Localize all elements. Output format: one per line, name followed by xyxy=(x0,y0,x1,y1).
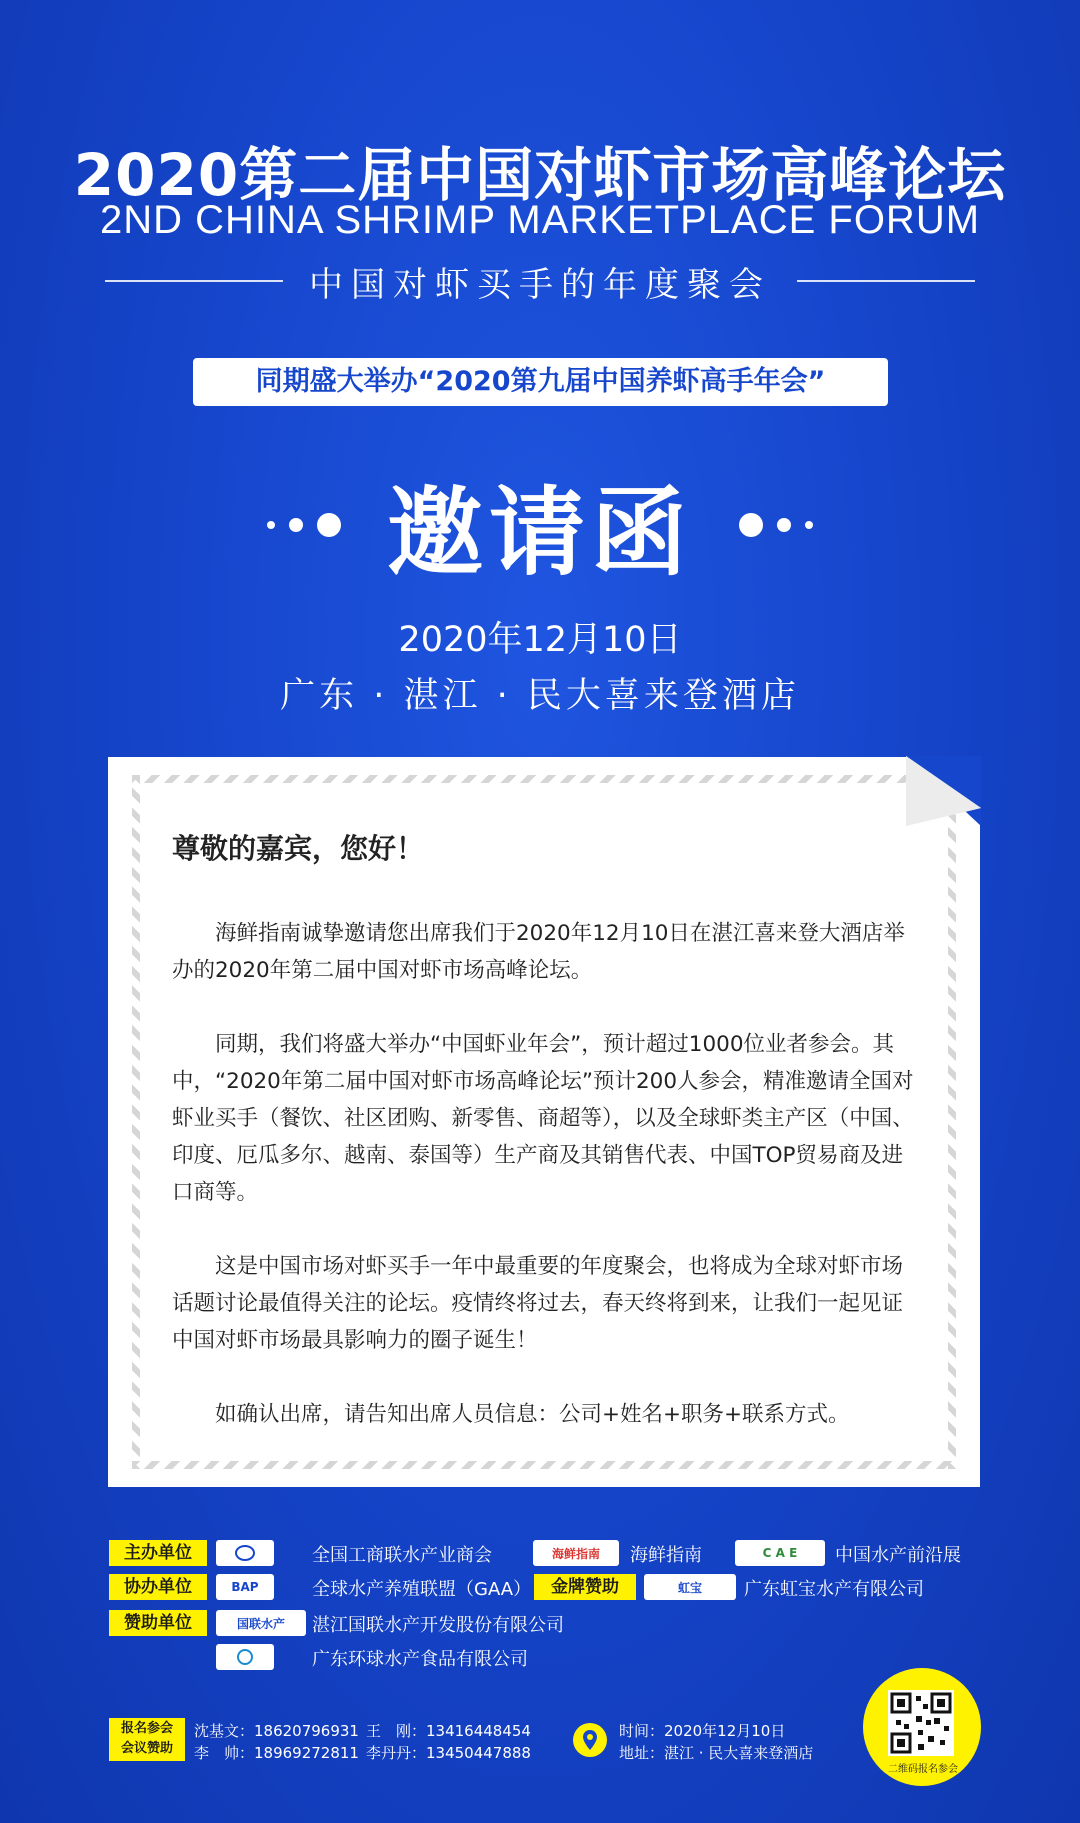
divider-left xyxy=(105,280,283,282)
letter-paragraph: 这是中国市场对虾买手一年中最重要的年度聚会，也将成为全球对虾市场话题讨论最值得关注的论坛。疫情终将过去，春天终将到来，让我们一起见证中国对虾市场最具影响力的圈子诞生！ xyxy=(172,1254,904,1353)
invitation-letter-card xyxy=(108,757,980,1487)
subtitle: 中国对虾买手的年度聚会 xyxy=(309,264,771,305)
location-pin-icon xyxy=(573,1723,607,1757)
decorative-dots-left xyxy=(267,513,341,537)
event-address: 地址：湛江 · 民大喜来登酒店 xyxy=(619,1744,814,1762)
event-date: 2020年12月10日 xyxy=(398,620,682,660)
letter-paragraph: 同期，我们将盛大举办“中国虾业年会”，预计超过1000位业者参会。其中，“2020年第二届中国对虾市场高峰论坛”预计200人参会，精准邀请全国对虾业买手（餐饮、社区团购、新零售、商超等），以及全球虾类主产区（中国、印度、厄瓜多尔、越南、泰国等）生产商及其销售代表、中国TOP贸易商及进口商等。 xyxy=(172,1032,914,1205)
hongbao-logo: 虹宝 xyxy=(644,1574,736,1600)
host-name-3: 中国水产前沿展 xyxy=(835,1545,961,1566)
guolian-logo: 国联水产 xyxy=(216,1610,306,1636)
letter-body xyxy=(172,827,924,1470)
greeting: 尊敬的嘉宾，您好！ xyxy=(172,832,425,865)
bap-logo: BAP xyxy=(216,1574,274,1600)
host-label: 主办单位 xyxy=(109,1540,207,1566)
subtitle-row xyxy=(105,258,975,304)
decorative-dots-right xyxy=(739,513,813,537)
gold-sponsor-name-1: 广东虹宝水产有限公司 xyxy=(744,1579,924,1600)
acfic-logo-icon xyxy=(216,1540,274,1566)
contact-3: 李 帅：18969272811 xyxy=(194,1744,359,1762)
qr-caption: 二维码报名参会 xyxy=(888,1764,958,1775)
sponsorship-label: 会议赞助 xyxy=(120,1741,173,1756)
co-organizer-label: 协办单位 xyxy=(109,1574,207,1600)
invitation-headline: 邀请函 xyxy=(387,476,693,589)
cae-logo: C A E xyxy=(735,1540,825,1566)
letter-paragraph: 如确认出席，请告知出席人员信息：公司+姓名+职务+联系方式。 xyxy=(215,1402,850,1427)
contact-1: 沈基文：18620796931 xyxy=(194,1722,359,1740)
event-venue: 广东 · 湛江 · 民大喜来登酒店 xyxy=(280,676,800,716)
registration-label: 报名参会 xyxy=(120,1721,173,1736)
seafood-guide-logo: 海鲜指南 xyxy=(533,1540,619,1566)
registration-tag xyxy=(109,1718,185,1761)
forum-title-en: 2ND CHINA SHRIMP MARKETPLACE FORUM xyxy=(99,198,981,242)
sponsor-name-2: 广东环球水产食品有限公司 xyxy=(312,1649,528,1670)
letter-paragraph: 海鲜指南诚挚邀请您出席我们于2020年12月10日在湛江喜来登大酒店举办的2020年第二届中国对虾市场高峰论坛。 xyxy=(172,921,905,983)
forum-title-cn: 2020第二届中国对虾市场高峰论坛 xyxy=(73,141,1007,209)
co-organizer-name-1: 全球水产养殖联盟（GAA） xyxy=(312,1579,532,1600)
sponsor-label: 赞助单位 xyxy=(109,1610,207,1636)
huanqiu-logo-icon xyxy=(216,1644,274,1670)
contact-4: 李丹丹：13450447888 xyxy=(366,1744,531,1762)
headline-row xyxy=(0,470,1080,589)
host-name-2: 海鲜指南 xyxy=(630,1545,702,1566)
page-fold-icon xyxy=(906,756,981,826)
divider-right xyxy=(797,280,975,282)
contact-2: 王 刚：13416448454 xyxy=(366,1722,531,1740)
sponsor-name-1: 湛江国联水产开发股份有限公司 xyxy=(312,1615,564,1636)
qr-code-icon[interactable] xyxy=(888,1690,954,1756)
host-name-1: 全国工商联水产业商会 xyxy=(312,1545,492,1566)
event-time: 时间：2020年12月10日 xyxy=(619,1722,786,1740)
concurrent-event-banner: 同期盛大举办“2020第九届中国养虾高手年会” xyxy=(193,358,888,406)
gold-sponsor-label: 金牌赞助 xyxy=(534,1574,636,1600)
